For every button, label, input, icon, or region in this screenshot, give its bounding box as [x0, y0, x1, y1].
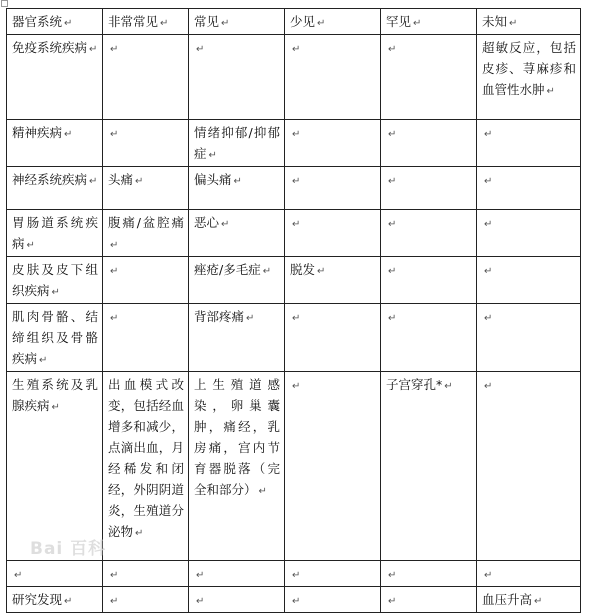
header-cell: 非常常见 ↵ — [103, 9, 189, 35]
table-move-handle[interactable] — [1, 0, 8, 7]
table-cell: ↵ — [477, 120, 581, 167]
table-cell: ↵ — [103, 304, 189, 372]
baike-watermark: Bai 百科 — [30, 539, 107, 559]
table-row — [7, 372, 581, 561]
table-cell: 背部疼痛 ↵ — [189, 304, 285, 372]
table-cell: 精神疾病 ↵ — [7, 120, 103, 167]
table-row — [7, 167, 581, 210]
table-cell: ↵ — [381, 210, 477, 257]
table-cell: ↵ — [381, 120, 477, 167]
table-cell: 免疫系统疾病 ↵ — [7, 35, 103, 120]
table-row — [7, 35, 581, 120]
table-cell: 恶心 ↵ — [189, 210, 285, 257]
table-cell: 肌肉骨骼、结缔组织及骨骼疾病 ↵ — [7, 304, 103, 372]
table-cell: ↵ — [285, 587, 381, 613]
table-cell: ↵ — [381, 304, 477, 372]
table-cell: ↵ — [477, 304, 581, 372]
table-cell: ↵ — [381, 35, 477, 120]
table-cell: ↵ — [7, 561, 103, 587]
table-cell: 出血模式改变，包括经血增多和减少，点滴出血，月经稀发和闭经，外阴阴道炎，生殖道分泌物 ↵ — [103, 372, 189, 561]
table-cell: 超敏反应，包括皮疹、荨麻疹和血管性水肿 ↵ — [477, 35, 581, 120]
table-cell: 皮肤及皮下组织疾病 ↵ — [7, 257, 103, 304]
table-cell: ↵ — [285, 561, 381, 587]
table-cell: ↵ — [189, 587, 285, 613]
table-header-row — [7, 9, 581, 35]
table-cell: 脱发 ↵ — [285, 257, 381, 304]
table-cell: 痤疮/多毛症 ↵ — [189, 257, 285, 304]
table-cell: ↵ — [477, 210, 581, 257]
table-cell: ↵ — [285, 120, 381, 167]
table-cell: ↵ — [285, 304, 381, 372]
table-row — [7, 210, 581, 257]
table-cell: 偏头痛 ↵ — [189, 167, 285, 210]
table-cell: ↵ — [103, 561, 189, 587]
adverse-reaction-table — [6, 8, 581, 613]
table-cell: 腹痛/盆腔痛↵ — [103, 210, 189, 257]
table-cell: 子宫穿孔* ↵ — [381, 372, 477, 561]
table-cell: 血压升高 ↵ — [477, 587, 581, 613]
table-cell: ↵ — [285, 167, 381, 210]
table-cell: 神经系统疾病 ↵ — [7, 167, 103, 210]
table-cell: ↵ — [477, 561, 581, 587]
table-cell: ↵ — [477, 257, 581, 304]
table-cell: ↵ — [189, 561, 285, 587]
table-row — [7, 304, 581, 372]
table-cell: ↵ — [381, 561, 477, 587]
table-row — [7, 561, 581, 587]
table-cell: 头痛 ↵ — [103, 167, 189, 210]
table-cell: ↵ — [477, 372, 581, 561]
table-cell: ↵ — [381, 167, 477, 210]
header-cell: 未知 ↵ — [477, 9, 581, 35]
table-row — [7, 257, 581, 304]
table-cell: ↵ — [103, 35, 189, 120]
table-cell: ↵ — [103, 587, 189, 613]
table-cell: ↵ — [285, 210, 381, 257]
table-cell: ↵ — [285, 372, 381, 561]
table-cell: ↵ — [103, 257, 189, 304]
header-cell: 常见 ↵ — [189, 9, 285, 35]
table-cell: ↵ — [477, 167, 581, 210]
table-cell: 情绪抑郁/抑郁症 ↵ — [189, 120, 285, 167]
table-cell: ↵ — [103, 120, 189, 167]
table-cell: ↵ — [381, 257, 477, 304]
table-cell: 生殖系统及乳腺疾病 ↵ — [7, 372, 103, 561]
table-row — [7, 587, 581, 613]
header-cell: 罕见 ↵ — [381, 9, 477, 35]
table-cell: ↵ — [189, 35, 285, 120]
table-cell: 上生殖道感染，卵巢囊肿，痛经，乳房痛，宫内节育器脱落（完全和部分） ↵ — [189, 372, 285, 561]
table-cell: ↵ — [381, 587, 477, 613]
table-cell: 研究发现 ↵ — [7, 587, 103, 613]
table-cell: 胃肠道系统疾病 ↵ — [7, 210, 103, 257]
header-cell: 少见 ↵ — [285, 9, 381, 35]
table-row — [7, 120, 581, 167]
table-cell: ↵ — [285, 35, 381, 120]
header-cell: 器官系统 ↵ — [7, 9, 103, 35]
